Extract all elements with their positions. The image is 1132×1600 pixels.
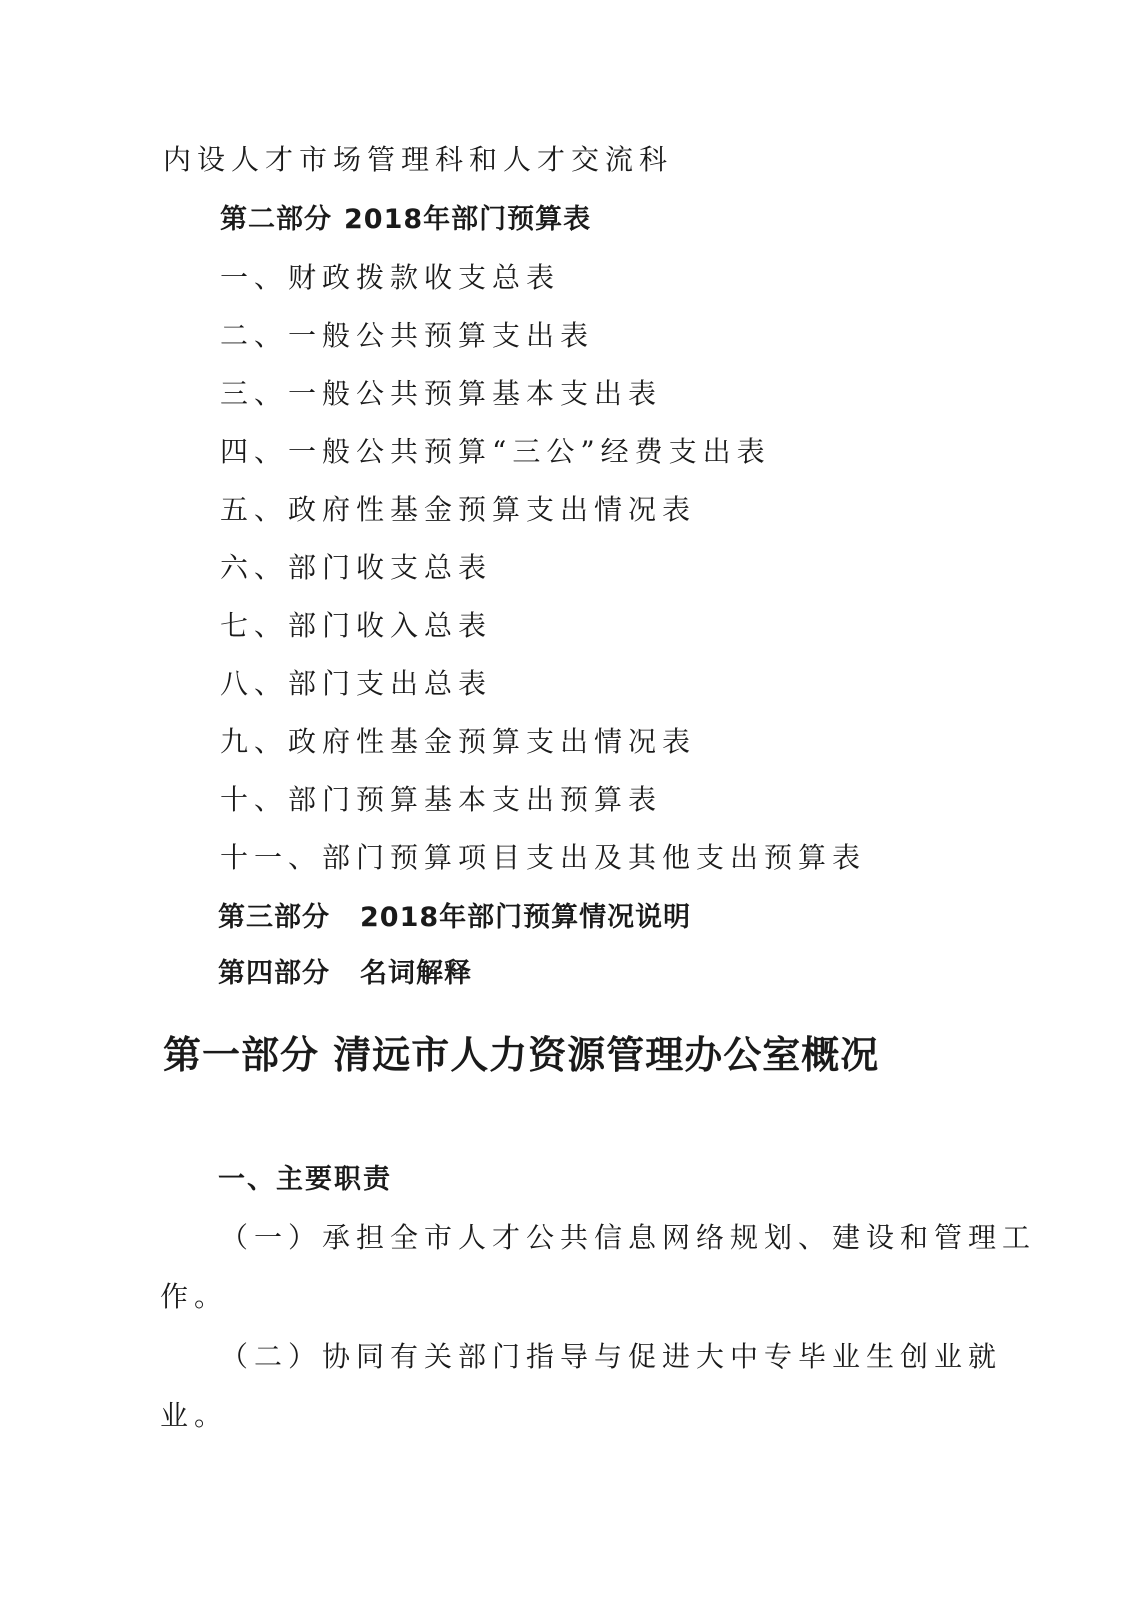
part3-label: 第三部分: [218, 902, 330, 933]
part1-title: 第一部分 清远市人力资源管理办公室概况: [163, 1033, 880, 1077]
intro-continuation-text: 内设人才市场管理科和人才交流科: [163, 143, 674, 176]
part4-label: 第四部分: [218, 958, 330, 989]
duty-item-1-line1: （一）承担全市人才公共信息网络规划、建设和管理工: [220, 1221, 1037, 1254]
toc-item: 五、政府性基金预算支出情况表: [220, 493, 697, 526]
toc-item: 十一、部门预算项目支出及其他支出预算表: [220, 841, 867, 874]
duty-item-1-line2: 作。: [160, 1280, 229, 1313]
part2-title: 2018年部门预算表: [344, 204, 592, 235]
duty-item-2-line1: （二）协同有关部门指导与促进大中专毕业生创业就: [220, 1340, 1003, 1373]
part4-heading: [218, 960, 472, 987]
toc-item: 十、部门预算基本支出预算表: [220, 783, 663, 816]
toc-item: 六、部门收支总表: [220, 551, 493, 584]
toc-item: 九、政府性基金预算支出情况表: [220, 725, 697, 758]
part3-title: 2018年部门预算情况说明: [360, 902, 692, 933]
toc-item: 二、一般公共预算支出表: [220, 319, 595, 352]
toc-item: 三、一般公共预算基本支出表: [220, 377, 663, 410]
part2-label: 第二部分: [220, 204, 332, 235]
part3-heading: [218, 904, 691, 931]
toc-item: 八、部门支出总表: [220, 667, 493, 700]
duty-item-2-line2: 业。: [160, 1399, 229, 1432]
toc-item: 一、财政拨款收支总表: [220, 261, 561, 294]
part2-heading: [220, 206, 591, 233]
toc-item: 四、一般公共预算“三公”经费支出表: [220, 435, 771, 468]
toc-item: 七、部门收入总表: [220, 609, 493, 642]
part4-title: 名词解释: [360, 958, 472, 989]
section-main-duties: 一、主要职责: [218, 1164, 392, 1195]
